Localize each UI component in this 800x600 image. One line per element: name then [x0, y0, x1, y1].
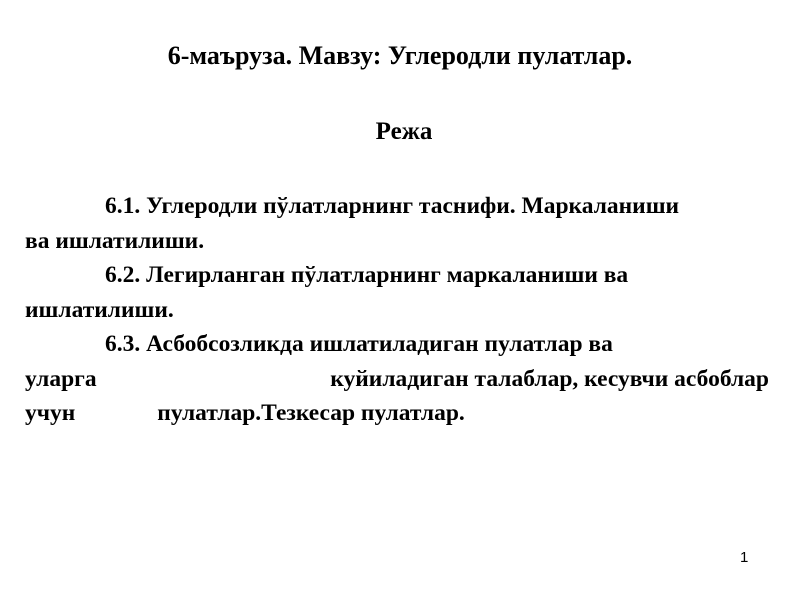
plan-item-3-line-3-start: учун [25, 400, 76, 426]
slide-title: 6-маъруза. Мавзу: Углеродли пулатлар. [167, 41, 633, 70]
plan-item-2-line-1: 6.2. Легирланган пўлатларнинг маркаланиши ва [105, 262, 629, 288]
page-number: 1 [740, 549, 749, 566]
plan-item-3-line-3-end: пулатлар.Тезкесар пулатлар. [157, 400, 465, 426]
plan-item-3-line-1: 6.3. Асбобсозликда ишлатиладиган пулатлар ва [105, 331, 613, 357]
plan-heading: Режа [375, 118, 433, 145]
plan-item-3-line-2 [25, 362, 769, 397]
plan-item-1-line-1: 6.1. Углеродли пўлатларнинг таснифи. Маркаланиши [105, 193, 680, 219]
plan-item-3-line-3 [25, 396, 775, 431]
plan-item-3-line-2-start: уларга [25, 365, 97, 392]
plan-list [25, 189, 775, 431]
plan-item-2-line-2: ишлатилиши. [25, 296, 174, 323]
plan-item-1-line-2: ва ишлатилиши. [25, 227, 205, 254]
plan-item-3-line-2-end: куйиладиган талаблар, кесувчи асбоблар [330, 365, 769, 392]
